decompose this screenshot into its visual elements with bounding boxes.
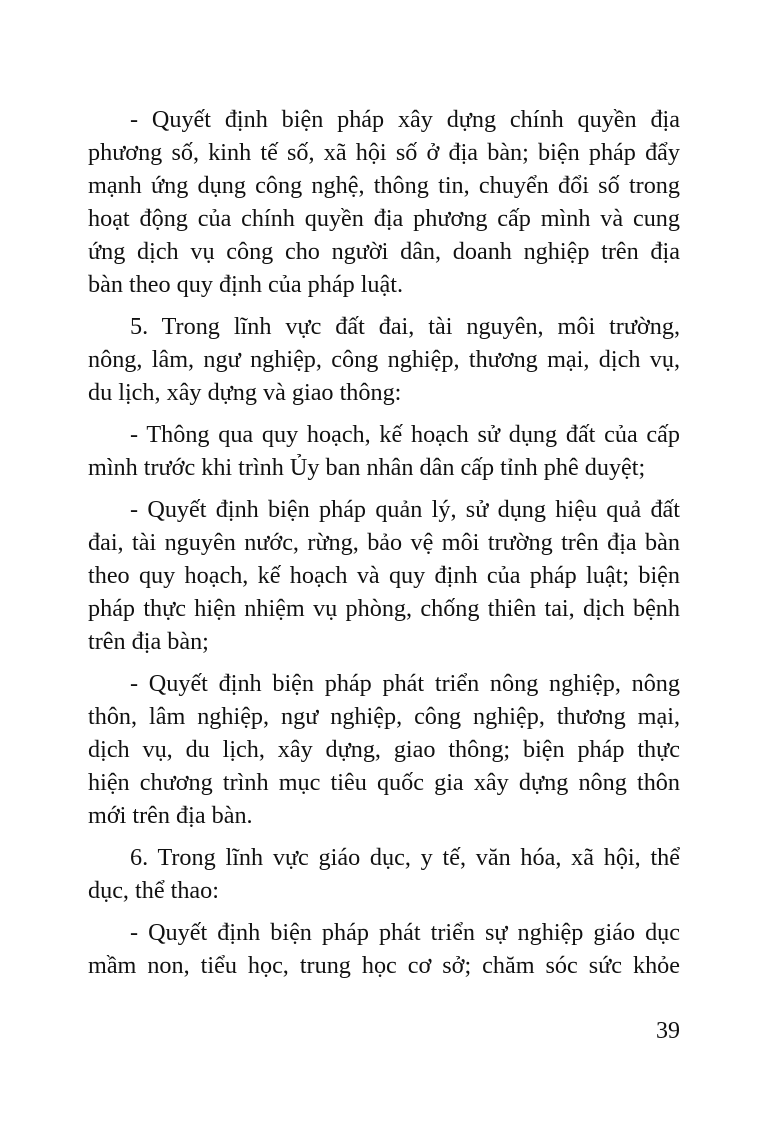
page-number: 39 <box>656 1018 680 1044</box>
paragraph-digital-government <box>88 103 680 301</box>
text-line: - Quyết định biện pháp quản lý, sử dụng hiệu quả đất <box>130 496 680 523</box>
text-line: thôn, lâm nghiệp, ngư nghiệp, công nghiệp, thương mại, <box>88 703 680 730</box>
text-line: pháp thực hiện nhiệm vụ phòng, chống thiên tai, dịch bệnh <box>88 595 680 622</box>
text-line: mạnh ứng dụng công nghệ, thông tin, chuyển đổi số trong <box>88 172 680 199</box>
text-line: du lịch, xây dựng và giao thông: <box>88 379 402 406</box>
text-line: 5. Trong lĩnh vực đất đai, tài nguyên, môi trường, <box>130 313 680 340</box>
text-line: hiện chương trình mục tiêu quốc gia xây dựng nông thôn <box>88 769 680 796</box>
text-line: 6. Trong lĩnh vực giáo dục, y tế, văn hóa, xã hội, thể <box>130 844 680 871</box>
text-line: - Quyết định biện pháp xây dựng chính quyền địa <box>130 106 680 133</box>
text-line: dịch vụ, du lịch, xây dựng, giao thông; biện pháp thực <box>88 736 680 763</box>
text-line: theo quy hoạch, kế hoạch và quy định của pháp luật; biện <box>88 562 680 589</box>
paragraph-land-use-plan <box>88 418 680 484</box>
text-line: phương số, kinh tế số, xã hội số ở địa bàn; biện pháp đẩy <box>88 139 680 166</box>
paragraph-section-5-heading <box>88 310 680 409</box>
paragraph-education-development <box>88 916 680 982</box>
text-line: ứng dịch vụ công cho người dân, doanh nghiệp trên địa <box>88 238 680 265</box>
text-line: trên địa bàn; <box>88 628 209 655</box>
text-line: mầm non, tiểu học, trung học cơ sở; chăm sóc sức khỏe <box>88 952 680 979</box>
text-line: mình trước khi trình Ủy ban nhân dân cấp tỉnh phê duyệt; <box>88 454 646 481</box>
text-line: - Quyết định biện pháp phát triển sự nghiệp giáo dục <box>130 919 680 946</box>
text-line: nông, lâm, ngư nghiệp, công nghiệp, thương mại, dịch vụ, <box>88 346 680 373</box>
paragraph-rural-development <box>88 667 680 832</box>
text-line: - Thông qua quy hoạch, kế hoạch sử dụng đất của cấp <box>130 421 680 448</box>
text-line: - Quyết định biện pháp phát triển nông nghiệp, nông <box>130 670 680 697</box>
text-line: đai, tài nguyên nước, rừng, bảo vệ môi trường trên địa bàn <box>88 529 680 556</box>
text-line: mới trên địa bàn. <box>88 802 253 829</box>
document-body <box>88 103 680 991</box>
text-line: dục, thể thao: <box>88 877 219 904</box>
paragraph-section-6-heading <box>88 841 680 907</box>
text-line: bàn theo quy định của pháp luật. <box>88 271 404 298</box>
paragraph-resource-management <box>88 493 680 658</box>
text-line: hoạt động của chính quyền địa phương cấp mình và cung <box>88 205 680 232</box>
